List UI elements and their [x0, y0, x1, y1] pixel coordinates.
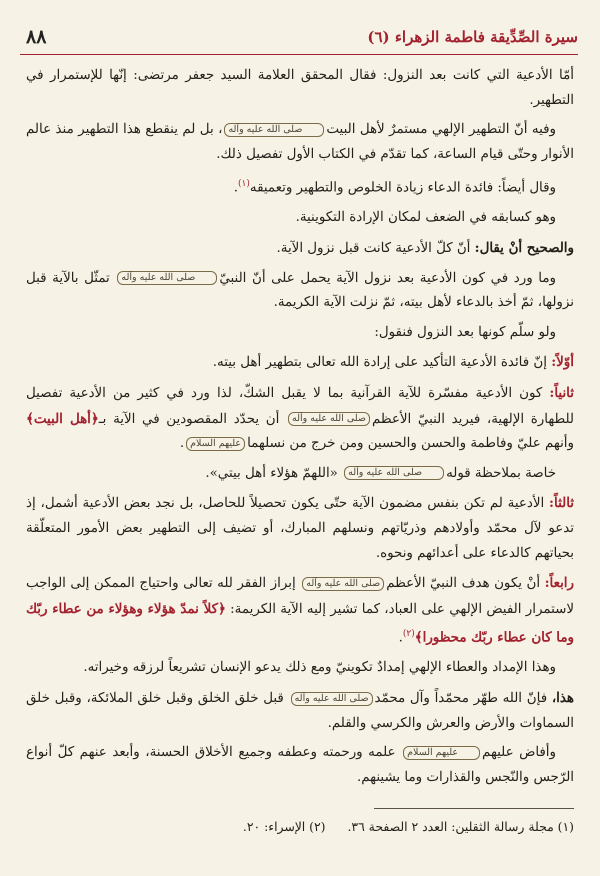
paragraph-10-text-b: «اللهمّ هؤلاء أهل بيتي». [205, 465, 343, 481]
paragraph-6 [26, 267, 574, 316]
paragraph-5-text: أنّ كلّ الأدعية كانت قبل نزول الآية. [276, 241, 475, 257]
footnote-divider [374, 808, 574, 809]
page-number: ٨٨ [26, 26, 47, 48]
footnote-1: (١) مجلة رسالة الثقلين: العدد ٢ الصفحة ٣٦. [347, 819, 574, 834]
salawat-icon: صلى الله عليه وآله [291, 692, 373, 706]
paragraph-13 [26, 656, 574, 681]
paragraph-14-lead: هذا، [551, 690, 574, 706]
paragraph-12-text-b: إبراز الفقر لله تعالى واحتياج الممكن إلى الواجب لاستمرار الفيض الإلهي على العباد، كما تشير إليه الآية الكريمة: [26, 576, 574, 617]
paragraph-5 [26, 236, 574, 262]
paragraph-3-text: وقال أيضاً: فائدة الدعاء زيادة الخلوص والتطهير وتعميقه [249, 180, 556, 196]
quran-quote-ahl-al-bayt: ﴿أهل البيت﴾ [26, 410, 99, 427]
paragraph-12-end: . [398, 630, 403, 646]
paragraph-12-text-a: أنْ يكون هدف النبيّ الأعظم [386, 576, 545, 592]
footnote-ref-1[interactable]: (١) [238, 179, 250, 190]
paragraph-12-lead: رابعاً: [544, 575, 574, 592]
paragraph-13-text: وهذا الإمداد والعطاء الإلهي إمدادٌ تكوينيّ ومع ذلك يدعو الإنسان تشريعاً لرزقه وخيراته. [83, 660, 556, 676]
salawat-icon: صلى الله عليه وآله [117, 271, 217, 285]
paragraph-1 [26, 64, 574, 113]
paragraph-11-text: الأدعية لم تكن بنفس مضمون الآية حتّى يكون تحصيلاً للحاصل، بل نجد بعض الأدعية أشمل، إذ تدعو لآل محمّد وأولادهم وذريّاتهم ونسلهم المبارك، أو تضيف إلى التطهير بعض الأمور المتعلّقة بحياتهم كالدعاء على أعدائهم ونحوه. [26, 496, 574, 561]
paragraph-8 [26, 350, 574, 376]
page-header [20, 26, 578, 55]
paragraph-15-text-a: وأفاض عليهم [482, 745, 556, 761]
paragraph-14-text-b: قبل خلق الخلق وقبل خلق الملائكة، وقبل خلق السماوات والأرض والعرش والكرسي والقلم. [26, 691, 574, 731]
paragraph-14 [26, 686, 574, 736]
paragraph-15-text-b: علمه ورحمته وعطفه وجميع الأخلاق الحسنة، وأبعد عنهم كلّ أنواع الرّجس والنّجس والقذارات وما يشينهم. [26, 745, 574, 785]
paragraph-7 [26, 321, 574, 346]
paragraph-4 [26, 206, 574, 231]
alayhim-icon: عليهم السلام [403, 746, 480, 760]
paragraph-3 [26, 172, 574, 201]
paragraph-7-text: ولو سلّم كونها بعد النزول فنقول: [374, 324, 556, 340]
paragraph-9-end: . [179, 436, 185, 452]
footnotes [26, 818, 574, 836]
paragraph-6-text-a: وما ورد في كون الأدعية بعد نزول الآية يحمل على أنّ النبيّ [219, 270, 556, 286]
paragraph-8-text: إنّ فائدة الأدعية التأكيد على إرادة الله تعالى بتطهير أهل بيته. [212, 355, 552, 371]
paragraph-11-lead: ثالثاً: [549, 495, 574, 512]
paragraph-2-text-b: ، بل لم ينقطع هذا التطهير منذ عالم الأنوار وحتّى قيام الساعة، كما تقدّم في الكتاب الأول تفصيل ذلك. [26, 122, 574, 162]
paragraph-15 [26, 741, 574, 790]
main-text [26, 64, 574, 795]
paragraph-8-lead: أوّلاً: [551, 354, 574, 371]
paragraph-9-text-a: كون الأدعية مفسّرة للآية القرآنية بما لا يقبل الشكّ، لذا ورد في كثير من الأدعية تفصيل للطهارة الإلهية، فيريد النبيّ الأعظم [26, 386, 575, 427]
alayhim-icon: عليهم السلام [186, 437, 245, 451]
paragraph-1-text: أمّا الأدعية التي كانت بعد النزول: فقال المحقق العلامة السيد جعفر مرتضى: إنّها للإستمرار في التطهير. [26, 68, 574, 108]
paragraph-6-text-b: تمثّل بالآية قبل نزولها، ثمّ أخذ بالدعاء لأهل بيته، ثمّ نزلت الآية الكريمة. [26, 270, 574, 311]
paragraph-9-text-b: أن يحدّد المقصودين في الآية بـ [98, 411, 287, 427]
paragraph-2 [26, 118, 574, 167]
quran-quote-isra: ﴿كلاً نمدّ هؤلاء وهؤلاء من عطاء ربّك وما كان عطاء ربّك محظورا﴾ [26, 600, 574, 646]
footnote-2: (٢) الإسراء: ٢٠. [242, 819, 326, 834]
paragraph-2-text-a: وفيه أنّ التطهير الإلهي مستمرٌ لأهل البيت [326, 122, 557, 138]
running-title: سيرة الصِّدِّيقة فاطمة الزهراء (٦) [367, 28, 578, 46]
paragraph-9-text-c: وأنهم عليّ وفاطمة والحسن والحسين ومن خرج من نسلهما [247, 436, 574, 452]
paragraph-9 [26, 381, 574, 457]
salawat-icon: صلى الله عليه وآله [288, 412, 370, 426]
paragraph-11 [26, 491, 574, 566]
salawat-icon: صلى الله عليه وآله [302, 577, 384, 591]
paragraph-9-lead: ثانياً: [549, 385, 574, 401]
paragraph-3-end: . [233, 180, 239, 196]
paragraph-5-lead: والصحيح أنْ يقال: [474, 240, 574, 257]
paragraph-14-text-a: فإنّ الله طهّر محمّداً وآل محمّد [374, 691, 552, 706]
salawat-icon: صلى الله عليه وآله [344, 466, 444, 480]
paragraph-10 [26, 462, 574, 487]
salawat-icon: صلى الله عليه وآله [224, 123, 324, 137]
paragraph-12 [26, 571, 574, 651]
footnote-ref-2[interactable]: (٢) [402, 629, 415, 640]
paragraph-10-text-a: خاصة بملاحظة قوله [446, 465, 556, 481]
paragraph-4-text: وهو كسابقه في الضعف لمكان الإرادة التكوينية. [295, 210, 556, 226]
